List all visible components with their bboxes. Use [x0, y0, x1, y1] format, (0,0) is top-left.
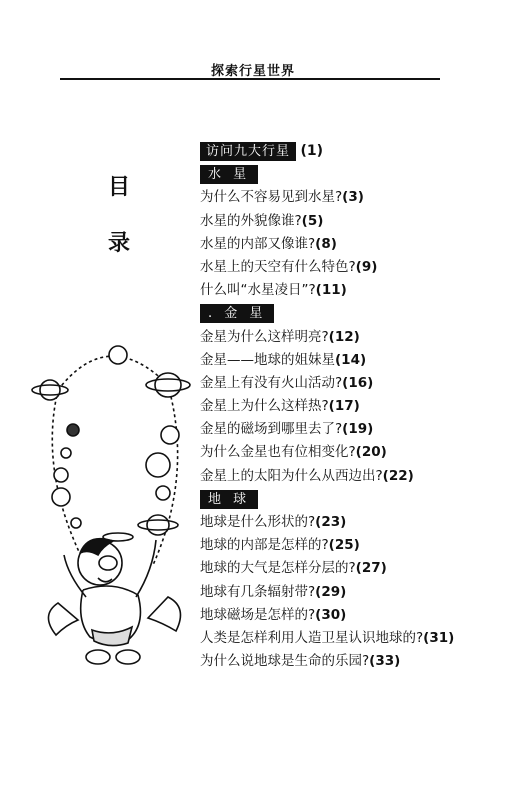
section-heading-mercury	[200, 163, 500, 186]
toc-entry-text: 水星上的天空有什么特色?	[200, 258, 356, 275]
planet-icon	[54, 468, 68, 482]
juggling-angel-illustration	[28, 335, 203, 670]
header-rule	[60, 78, 440, 80]
planet-icon	[109, 346, 127, 364]
toc-entry[interactable]	[200, 349, 500, 372]
toc-heading-mu: 目	[108, 174, 131, 200]
section-label-earth: 地 球	[200, 490, 258, 509]
toc-entry-text: 金星为什么这样明亮?	[200, 328, 329, 345]
toc-entry-page: (27)	[355, 560, 387, 577]
toc-entry[interactable]	[200, 326, 500, 349]
running-header-title: 探索行星世界	[210, 64, 295, 79]
toc-entry-page: (3)	[342, 189, 364, 206]
toc-entry-page: (19)	[342, 421, 374, 438]
toc-entry[interactable]	[200, 395, 500, 418]
toc-entry[interactable]	[200, 557, 500, 580]
section-label-venus: . 金 星	[200, 304, 274, 323]
toc-entry[interactable]	[200, 210, 500, 233]
planet-icon	[71, 518, 81, 528]
cherub-arm	[136, 540, 156, 597]
toc-entry[interactable]	[200, 581, 500, 604]
cherub-foot	[116, 650, 140, 664]
toc-entry-page: (30)	[315, 606, 347, 623]
section-heading-earth	[200, 488, 500, 511]
toc-entry-page: (8)	[315, 235, 337, 252]
toc-entry-text: 地球的内部是怎样的?	[200, 537, 329, 554]
toc-entry[interactable]	[200, 627, 500, 650]
toc-entry[interactable]	[200, 604, 500, 627]
toc-entry-text: 地球的大气是怎样分层的?	[200, 560, 356, 577]
toc-entry[interactable]	[200, 465, 500, 488]
toc-entry[interactable]	[200, 418, 500, 441]
toc-entry-text: 地球有几条辐射带?	[200, 583, 316, 600]
toc-heading-lu: 录	[108, 230, 131, 256]
toc-entry-page: (20)	[355, 444, 387, 461]
toc-entry[interactable]	[200, 372, 500, 395]
toc-entry-page: (31)	[423, 629, 455, 646]
toc-entry-text: 水星的内部又像谁?	[200, 235, 316, 252]
cherub-foot	[86, 650, 110, 664]
toc-entry-page: (29)	[315, 583, 347, 600]
toc-entry-text: 为什么不容易见到水星?	[200, 189, 343, 206]
toc-entry-text: 金星——地球的姐妹星	[200, 351, 335, 368]
toc-entry-page: (11)	[315, 282, 347, 299]
toc-entry-text: 什么叫“水星凌日”?	[200, 282, 316, 299]
planet-icon	[61, 448, 71, 458]
toc-entry-text: 金星上为什么这样热?	[200, 398, 329, 415]
planet-icon	[161, 426, 179, 444]
planet-icon	[156, 486, 170, 500]
toc-entry-page: (5)	[301, 212, 324, 229]
left-wing-icon	[48, 603, 78, 635]
cherub-eyes	[99, 556, 117, 570]
toc-entry-page: (17)	[328, 398, 360, 415]
planet-icon	[52, 488, 70, 506]
planet-icon	[67, 424, 79, 436]
planet-icon	[40, 380, 60, 400]
toc-entry-text: 金星上的太阳为什么从西边出?	[200, 467, 383, 484]
toc-entry-text: 金星上有没有火山活动?	[200, 374, 343, 391]
toc-entry-text: 为什么金星也有位相变化?	[200, 444, 356, 461]
toc-entry[interactable]	[200, 511, 500, 534]
toc-entry[interactable]	[200, 534, 500, 557]
section-heading-venus	[200, 302, 500, 325]
toc-entry[interactable]	[200, 186, 500, 209]
planet-icon	[146, 453, 170, 477]
section-label-mercury: 水 星	[200, 165, 258, 184]
toc-entry[interactable]	[200, 650, 500, 673]
toc-entry-text: 金星的磁场到哪里去了?	[200, 421, 343, 438]
toc-entry[interactable]	[200, 441, 500, 464]
toc-entry[interactable]	[200, 233, 500, 256]
toc-entry-intro[interactable]	[200, 140, 500, 163]
right-wing-icon	[148, 597, 181, 631]
toc-intro-label: 访问九大行星	[200, 142, 296, 161]
toc-entry[interactable]	[200, 256, 500, 279]
toc-entry-page: (25)	[328, 537, 360, 554]
toc-entry-page: (22)	[382, 467, 414, 484]
planet-icon	[155, 373, 181, 397]
toc-entry[interactable]	[200, 279, 500, 302]
toc-entry-text: 水星的外貌像谁?	[200, 212, 302, 229]
toc-entry-text: 人类是怎样利用人造卫星认识地球的?	[200, 629, 424, 646]
toc-entry-text: 为什么说地球是生命的乐园?	[200, 653, 370, 670]
planet-icon	[147, 515, 169, 535]
toc-entry-page: (16)	[342, 374, 374, 391]
toc-entry-text: 地球磁场是怎样的?	[200, 606, 316, 623]
toc-entry-page: (33)	[369, 653, 401, 670]
toc-entry-text: 地球是什么形状的?	[200, 514, 316, 530]
toc-entry-page: (23)	[315, 514, 347, 530]
toc-intro-page: (1)	[300, 143, 324, 159]
toc-entry-page: (14)	[335, 351, 367, 368]
toc-entry-page: (9)	[355, 258, 378, 275]
table-of-contents	[200, 140, 500, 673]
toc-entry-page: (12)	[328, 328, 360, 345]
